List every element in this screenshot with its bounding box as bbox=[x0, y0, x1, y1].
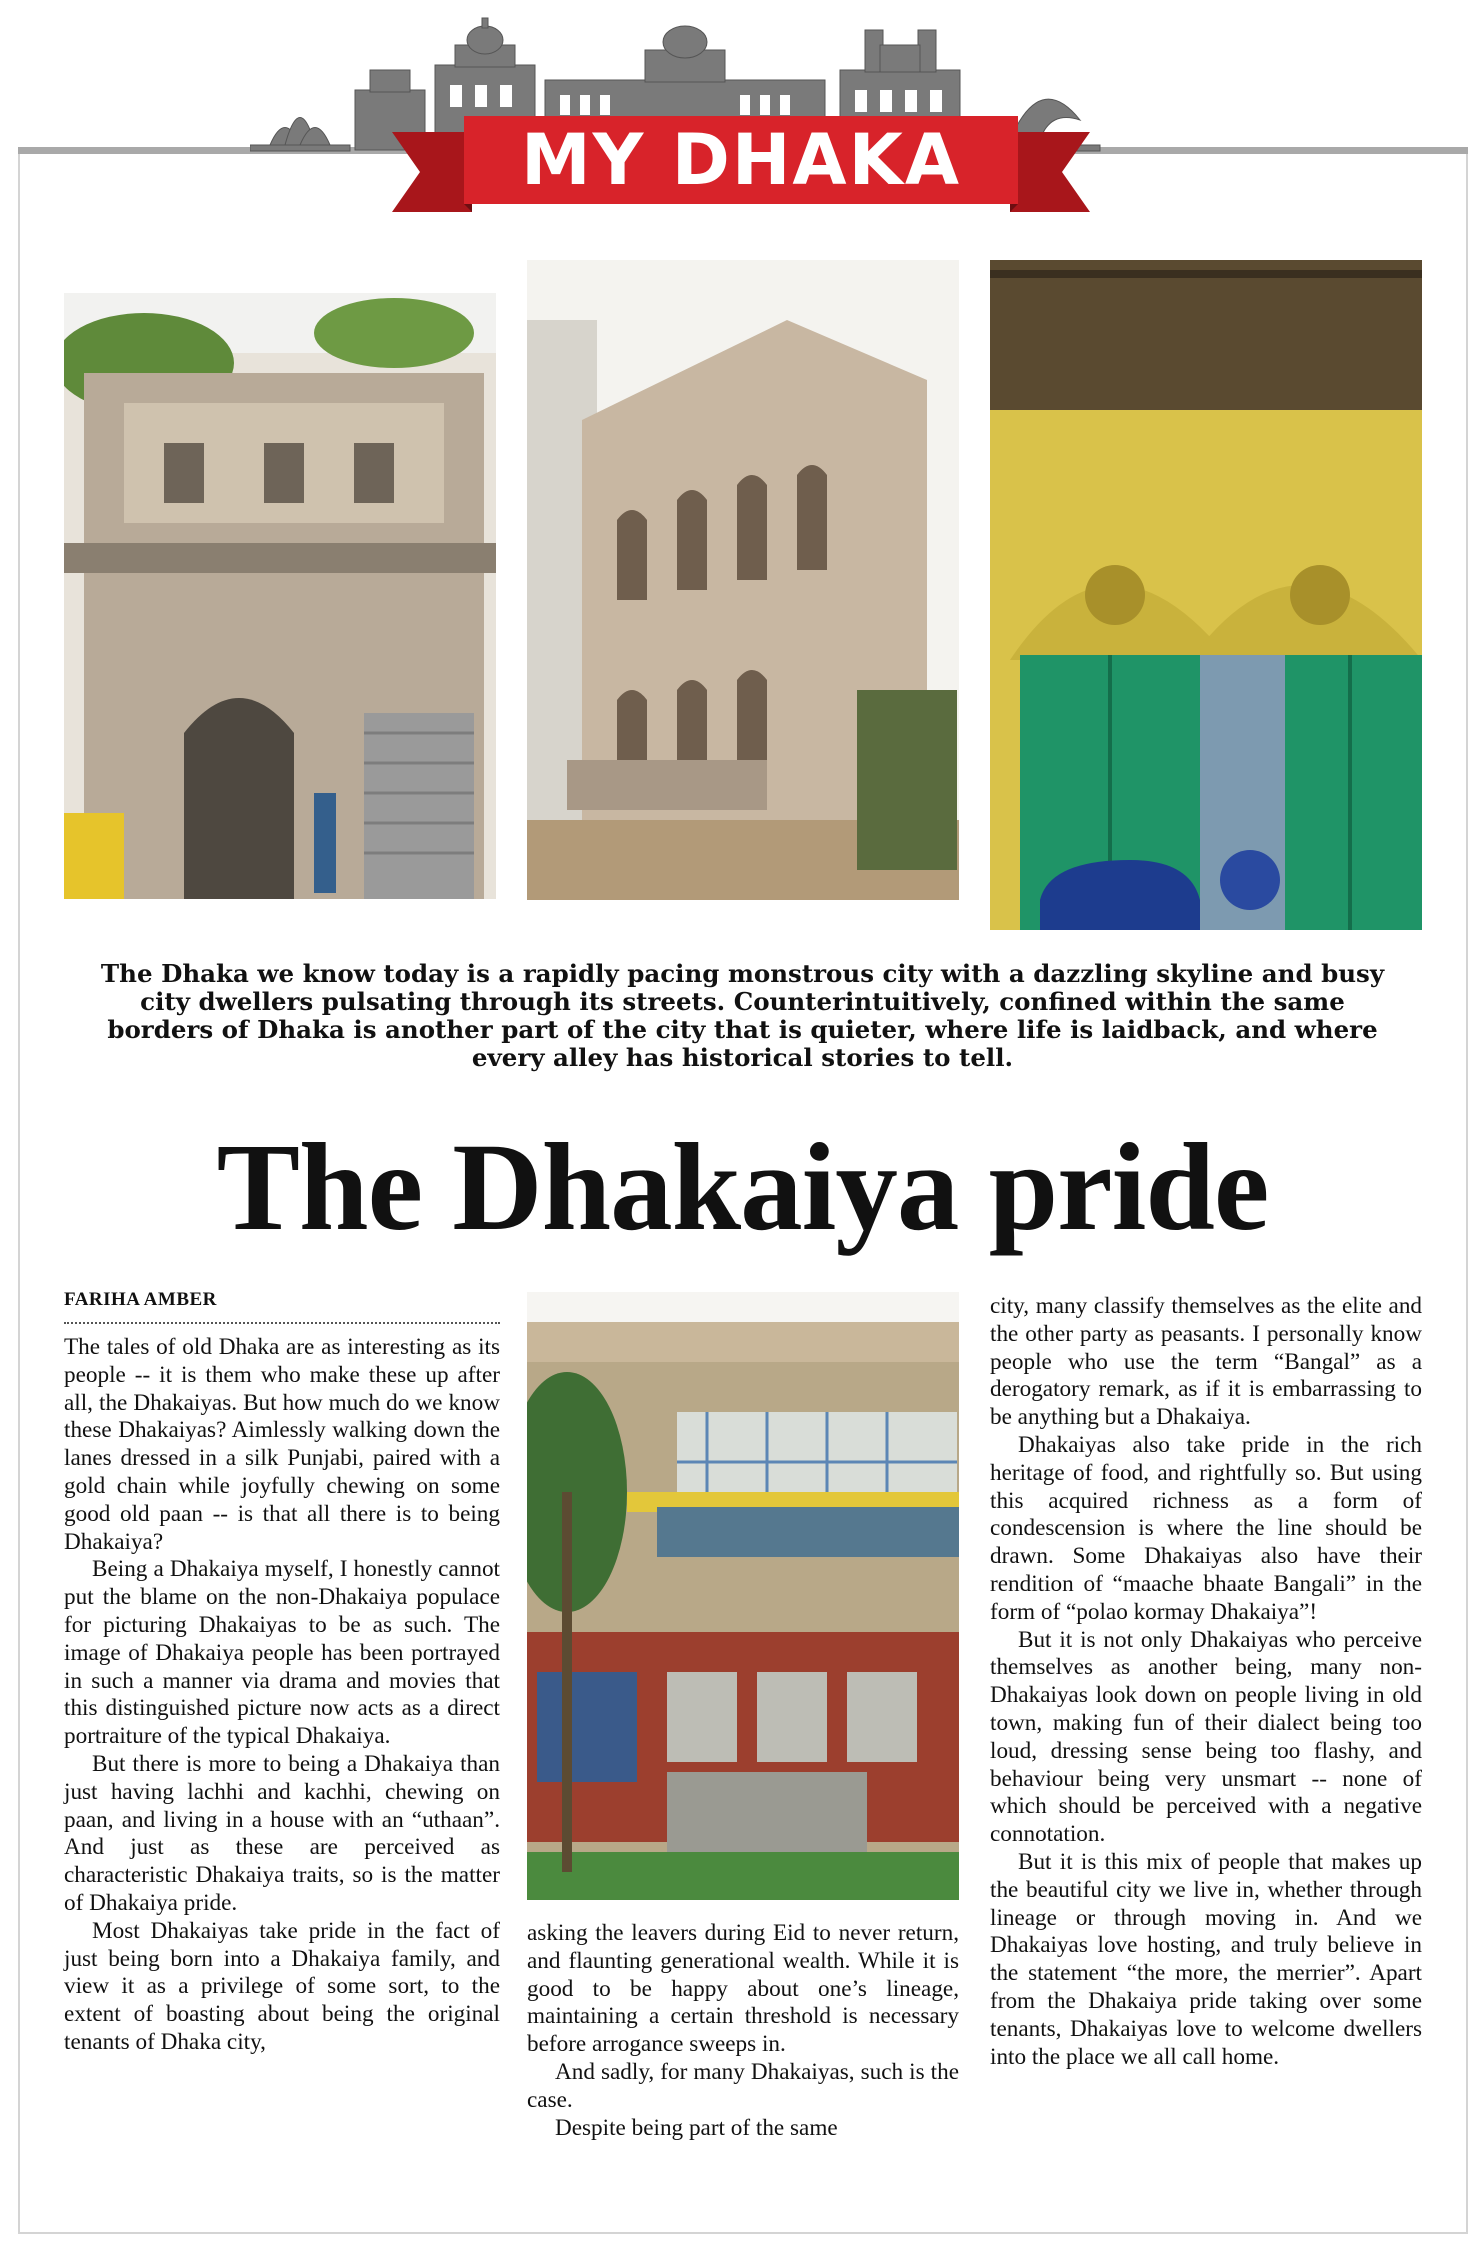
byline: FARIHA AMBER bbox=[64, 1289, 217, 1310]
article-column-3 bbox=[990, 1293, 1422, 2071]
arched-building-photo bbox=[527, 260, 959, 900]
paragraph: But there is more to being a Dhakaiya than just having lachhi and kachhi, chewing on paan, and living in a house with an “uthaan”. And just as these are perceived as characteristic Dhakaiya traits, so is the matter of Dhakaiya pride. bbox=[64, 1750, 500, 1916]
paragraph: Despite being part of the same bbox=[555, 2114, 838, 2141]
paragraph: The tales of old Dhaka are as interesting as its people -- it is them who make these up after all, the Dhakaiyas. But how much do we know these Dhakaiyas? Aimlessly walking down the lanes dressed in a silk Punjabi, paired with a gold chain while joyfully chewing on some good old paan -- is that all there is to being Dhakaiya? bbox=[64, 1334, 500, 1555]
paragraph: But it is this mix of people that makes up the beautiful city we live in, whether through lineage or through moving in. And we Dhakaiyas love hosting, and truly believe in the statement “the more, the merrier”. Apart from the Dhakaiya pride taking over some tenants, Dhakaiyas love to welcome dwellers into the place we all call home. bbox=[990, 1848, 1422, 2070]
paragraph: asking the leavers during Eid to never return, and flaunting generational wealth. While it is good to be happy about one’s lineage, maintaining a certain threshold is necessary before arrogance sweeps in. bbox=[527, 1920, 959, 2058]
article-column-2 bbox=[527, 1920, 959, 2142]
byline-rule bbox=[64, 1322, 500, 1324]
paragraph: Being a Dhakaiya myself, I honestly cannot put the blame on the non-Dhakaiya populace for picturing Dhakaiyas to be as such. The image of Dhakaiya people has been portrayed in such a manner via drama and movies that this distinguished picture now acts as a direct portraiture of the typical Dhakaiya. bbox=[64, 1556, 500, 1750]
headline: The Dhakaiya pride bbox=[216, 1119, 1269, 1257]
paragraph: Dhakaiyas also take pride in the rich heritage of food, and rightfully so. But using this acquired richness as a form of condescension is where the line should be drawn. Some Dhakaiyas also have their rendition of “maache bhaate Bangali” in the form of “polao kormay Dhakaiya”! bbox=[990, 1431, 1422, 1625]
paragraph: Most Dhakaiyas take pride in the fact of just being born into a Dhakaiya family, and view it as a privilege of some sort, to the extent of boasting about being the original tenants of Dhaka city, bbox=[64, 1917, 500, 2055]
paragraph: But it is not only Dhakaiyas who perceive themselves as another being, many non-Dhakaiyas look down on people living in old town, making fun of their dialect being too loud, dressing sense being too flashy, and behaviour being very unsmart -- none of which should be perceived with a negative connotation. bbox=[990, 1626, 1422, 1848]
section-title: MY DHAKA bbox=[521, 119, 961, 201]
ornate-mansion-photo bbox=[64, 293, 496, 899]
article-column-1 bbox=[64, 1334, 500, 2057]
balcony-building-photo bbox=[527, 1292, 959, 1900]
green-doors-photo bbox=[990, 260, 1422, 930]
intro-paragraph: The Dhaka we know today is a rapidly pacing monstrous city with a dazzling skyline and busy city dwellers pulsating through its streets. Counterintuitively, confined within the same borders of Dhaka is another part of the city that is quieter, where life is laidback, and where every alley has historical stories to tell. bbox=[100, 959, 1385, 1072]
paragraph: city, many classify themselves as the elite and the other party as peasants. I personally know people who use the term “Bangal” as a derogatory remark, as if it is embarrassing to be anything but a Dhakaiya. bbox=[990, 1293, 1422, 1431]
paragraph: And sadly, for many Dhakaiyas, such is the case. bbox=[527, 2058, 959, 2113]
